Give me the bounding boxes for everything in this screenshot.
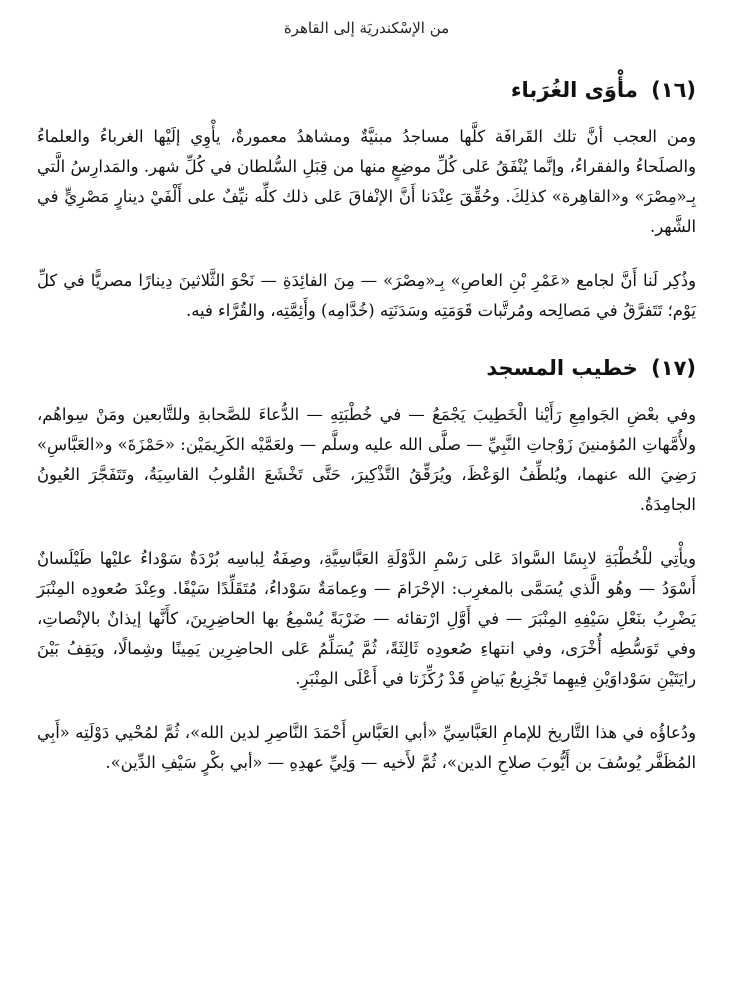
section-title: مأْوَى الغُرَباء [510, 78, 638, 102]
body-paragraph: وذُكِر لَنا أَنَّ لجامع «عَمْرِ بْنِ العاصِ» بِـ«مِصْرَ» — مِنَ الفائِدَةِ — نَحْوَ الثَّلاثينَ دِينارًا مصريًّا في كلِّ يَوْم؛ تَتَفرَّقُ في مَصالِحه ومُرتَّبات قَوَمَتِه وسَدَنَتِه (خُدَّامِه) وأَئِمَّتِه، والقُرَّاء فيه. [37, 271, 696, 320]
body-paragraph: ويأْتِي للْخُطْبَةِ لابِسًا السَّوادَ عَلى رَسْمِ الدَّوْلَةِ العَبَّاسِيَّةِ، وصِفَةُ لِباسِه بُرْدَةٌ سَوْداءُ عليْها طَيْلَسانٌ أَسْوَدُ — وهُو الَّذي يُسَمَّى بالمغرِب: الإحْرَامَ — وعِمامَةٌ سَوْداءُ، مُتَقَلِّدًا سَيْفًا. وعِنْدَ صُعودِه المِنْبَرَ يَضْرِبُ بنَعْلِ سَيْفِهِ المِنْبَرَ — في أَوَّلِ ارْتقائه — ضَرْبَةً يُسْمِعُ بها الحاضِرِينَ، كأَنَّها إيذانٌ بالإنْصاتِ، وفي تَوَسُّطِه أُخْرَى، وفي انتهاءِ صُعودِه ثَالِثَةً، ثُمَّ يُسَلِّمُ عَلى الحاضِرِين يَمِينًا وشِمالًا، ويَقِفُ بَيْنَ رايَتَيْنِ سَوْداوَيْنِ فِيهِما تَجْزِيعُ بَياضٍ قَدْ رُكِّزَتا في أَعْلَى المِنْبَرِ. [37, 549, 696, 688]
body-paragraph: وفي بعْضِ الجَوامِعِ رَأَيْنا الْخَطِيبَ يَجْمَعُ — في خُطْبَتِهِ — الدُّعاءَ للصَّحابةِ وللتَّابعين ومَنْ سِواهُم، ولأُمَّهاتِ المُؤمنينَ زَوْجاتِ النَّبِيِّ — صلَّى الله عليه وسلَّم — ولعَمَّيْه الكَرِيمَيْن: «حَمْزَةَ» و«العَبَّاسِ» رَضِيَ الله عنهما، ويُلطِّفُ الوَعْظَ، ويُرَقِّقُ التَّذْكِيرَ، حَتَّى تَخْشَعَ القُلوبُ القاسِيَةُ، وتَتَفَجَّرَ العُيونُ الجامِدَةُ. [37, 405, 696, 514]
running-head: من الإسْكندريَة إلى القاهرة [283, 19, 450, 37]
section-title: خطيب المسجد [486, 356, 638, 380]
section-number: (١٦) [651, 78, 696, 102]
section-heading-17 [37, 354, 696, 382]
body-paragraph: ومن العجب أنَّ تلك القَرافَة كلَّها مساجدُ مبنيَّةٌ ومشاهدُ معمورةٌ، يأْوِي إلَيْها الغرباءُ والعلماءُ والصلَحاءُ والفقراءُ، وإنَّما يُنْفَقُ عَلى كُلِّ موضِعٍ منها من قِبَلِ السُّلطان في كُلِّ شهر. والمَدارِسُ الَّتي بِـ«مِصْرَ» و«القاهِرة» كذلِكَ. وحُقِّقَ عِنْدَنا أَنَّ الإنْفاقَ عَلى ذلك كلِّه نيِّفٌ على أَلْفَيْ دينارٍ مَصْرِيٍّ في الشَّهر. [37, 127, 696, 236]
section-heading-16 [37, 76, 696, 104]
body-paragraph: ودُعاؤُه في هذا التَّاريخ للإمامِ العَبَّاسِيِّ «أبي العَبَّاسِ أَحْمَدَ النَّاصِرِ لدين الله»، ثُمَّ لمُحْيي دَوْلَتِه «أَبِي المُظَفَّر يُوسُفَ بن أَيُّوبَ صلاحِ الدين»، ثُمَّ لأَخيه — وَلِيِّ عهدِهِ — «أبي بكْرٍ سَيْفِ الدِّين». [37, 723, 696, 772]
section-number: (١٧) [651, 356, 696, 380]
